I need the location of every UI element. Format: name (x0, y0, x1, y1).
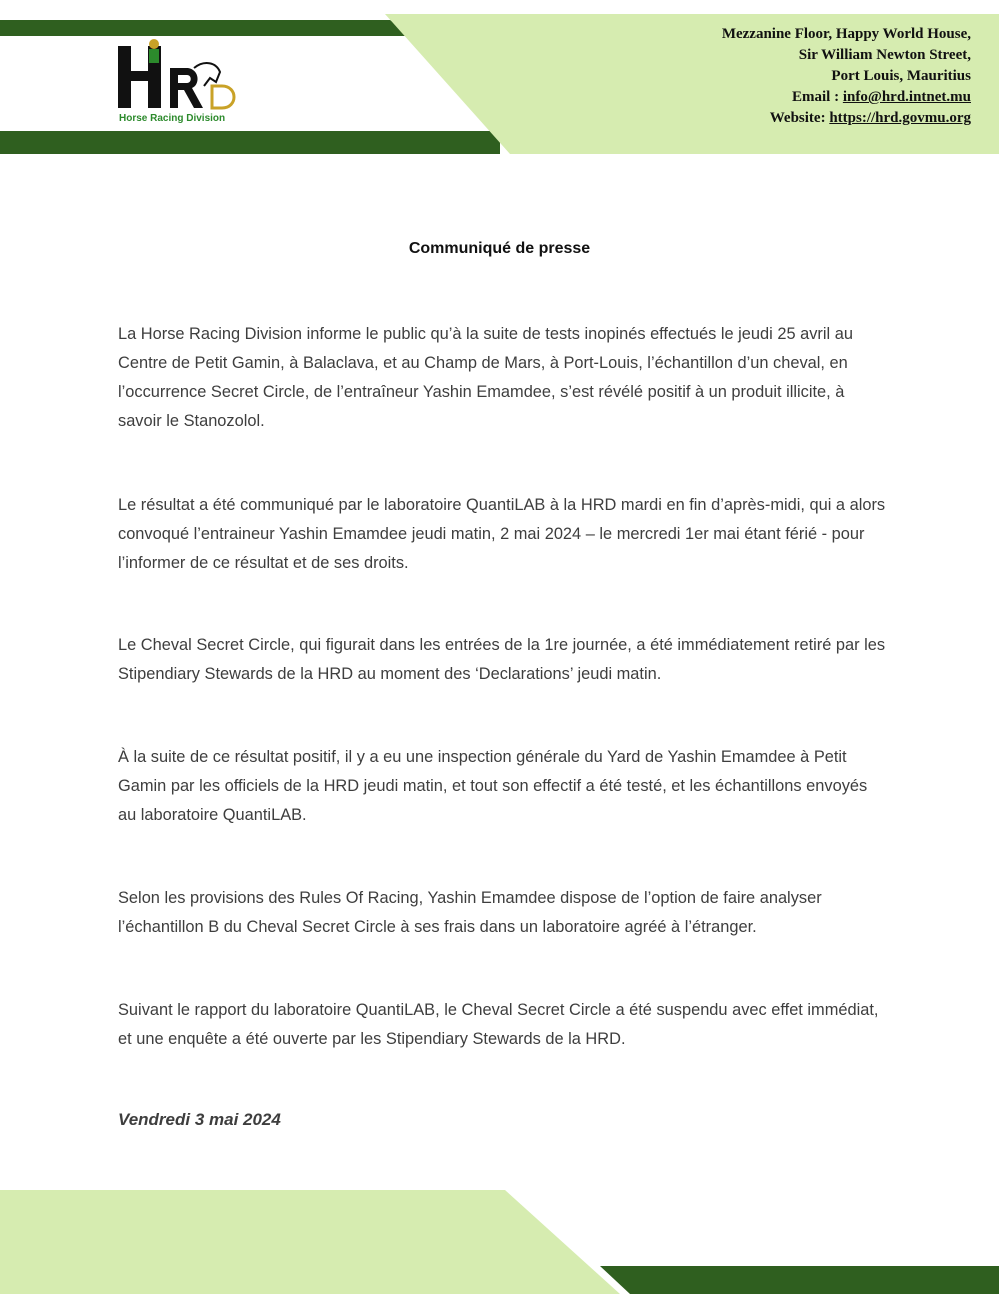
paragraph-3: Le Cheval Secret Circle, qui figurait dans les entrées de la 1re journée, a été immédiatement retiré par les Stipendiary Stewards de la HRD au moment des ‘Declarations’ jeudi matin. (118, 636, 886, 683)
footer-light-panel (0, 1190, 620, 1294)
paragraph-1: La Horse Racing Division informe le public qu’à la suite de tests inopinés effectués le jeudi 25 avril au Centre de Petit Gamin, à Balaclava, et au Champ de Mars, à Port-Louis, l’échantillon d’un cheval, en l’occurrence Secret Circle, de l’entraîneur Yashin Emamdee, s’est révélé positif à un produit illicite, à savoir le Stanozolol. (118, 325, 853, 430)
footer-dark-band (600, 1266, 999, 1294)
email-line (722, 87, 971, 108)
paragraph-5: Selon les provisions des Rules Of Racing, Yashin Emamdee dispose de l’option de faire analyser l’échantillon B du Cheval Secret Circle à ses frais dans un laboratoire agréé à l’étranger. (118, 889, 822, 936)
logo-caption: Horse Racing Division (119, 113, 226, 124)
address-line-1: Mezzanine Floor, Happy World House, (721, 26, 971, 42)
release-date: Vendredi 3 mai 2024 (118, 1110, 281, 1129)
hrd-logo (112, 38, 242, 130)
website-link[interactable]: https://hrd.govmu.org (829, 110, 971, 126)
website-line (722, 108, 971, 129)
paragraph-2: Le résultat a été communiqué par le laboratoire QuantiLAB à la HRD mardi en fin d’après-midi, qui a alors convoqué l’entraineur Yashin Emamdee jeudi matin, 2 mai 2024 – le mercredi 1er mai étant férié - pour l’informer de ce résultat et de ses droits. (118, 496, 886, 572)
email-link[interactable]: info@hrd.intnet.mu (842, 89, 971, 105)
paragraph-6: Suivant le rapport du laboratoire QuantiLAB, le Cheval Secret Circle a été suspendu avec effet immédiat, et une enquête a été ouverte par les Stipendiary Stewards de la HRD. (118, 1001, 879, 1048)
address-line-2: Sir William Newton Street, (798, 47, 971, 63)
page-title: Communiqué de presse (408, 240, 591, 257)
address-line-3: Port Louis, Mauritius (831, 68, 971, 84)
paragraph-4: À la suite de ce résultat positif, il y a eu une inspection générale du Yard de Yashin Emamdee à Petit Gamin par les officiels de la HRD jeudi matin, et tout son effectif a été testé, et les échantillons envoyés au laboratoire QuantiLAB. (118, 748, 868, 824)
email-label: Email : (792, 89, 843, 105)
hrd-logo-mark (112, 38, 242, 113)
header-dark-band-top (0, 20, 415, 36)
website-label: Website: (769, 110, 830, 126)
header-dark-band-bottom (0, 131, 500, 154)
address-block (722, 24, 971, 129)
footer-band (0, 1186, 999, 1294)
